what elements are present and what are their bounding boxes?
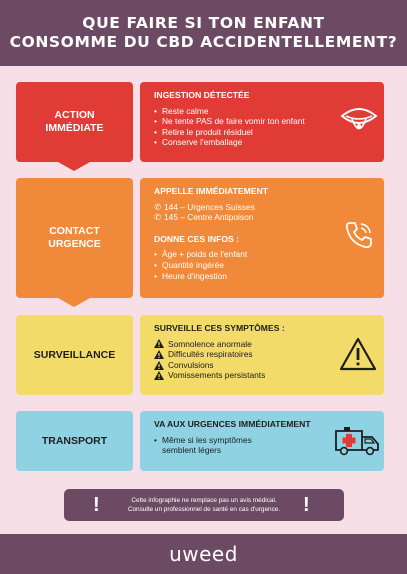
list-item: • Conserve l'emballage (154, 137, 374, 148)
section-surveillance-label: SURVEILLANCE (16, 315, 133, 395)
disclaimer-line1: Cette infographie ne remplace pas un avis médical. (131, 497, 277, 504)
section-subtitle: DONNE CES INFOS : (154, 233, 239, 244)
phone-item (154, 212, 374, 223)
phone-small-icon: ✆ (154, 212, 162, 223)
page-title-line2: CONSOMME DU CBD ACCIDENTELLEMENT? (9, 33, 398, 51)
section-transport-label: TRANSPORT (16, 411, 133, 471)
symptom-text: Somnolence anormale (168, 338, 252, 349)
symptom-text: Convulsions (168, 359, 214, 370)
list-item: • Heure d'ingestion (154, 271, 374, 282)
phone-item (154, 202, 374, 213)
section-title: VA AUX URGENCES IMMÉDIATEMENT (154, 419, 311, 429)
label-line: URGENCE (48, 238, 101, 250)
list-item: • Ne tente PAS de faire vomir ton enfant (154, 116, 374, 127)
brand-logo[interactable]: uweed (169, 542, 238, 566)
ambulance-icon (334, 425, 380, 457)
arrow-down (58, 298, 90, 307)
page-header (0, 0, 407, 66)
page-title-line1: QUE FAIRE SI TON ENFANT (82, 14, 325, 32)
phone-small-icon: ✆ (154, 201, 162, 212)
label-line: CONTACT (49, 225, 100, 237)
disclaimer-line2: Consulte un professionnel de santé en cas d'urgence. (127, 506, 281, 513)
symptom-item (154, 370, 374, 381)
section-surveillance (16, 315, 384, 395)
mouth-tongue-icon (340, 104, 378, 138)
section-action (16, 82, 384, 162)
section-contact (16, 178, 384, 298)
label-line: IMMÉDIATE (45, 122, 104, 134)
warning-small-icon (154, 371, 164, 380)
section-title: INGESTION DÉTECTÉE (154, 90, 250, 100)
warning-icon (339, 337, 377, 371)
symptom-text: Vomissements persistants (168, 370, 266, 381)
exclamation-icon: ! (93, 494, 100, 516)
transport-list (154, 435, 284, 456)
info-list (154, 249, 374, 281)
phone-number: 144 – Urgences Suisses (164, 201, 255, 212)
phone-list (154, 202, 374, 223)
warning-small-icon (154, 350, 164, 359)
section-title: SURVEILLE CES SYMPTÔMES : (154, 323, 285, 333)
exclamation-icon: ! (303, 494, 310, 516)
arrow-down (58, 162, 90, 171)
symptom-text: Difficultés respiratoires (168, 349, 253, 360)
list-item: • Reste calme (154, 106, 374, 117)
list-item: • Retire le produit résiduel (154, 127, 374, 138)
section-title: APPELLE IMMÉDIATEMENT (154, 186, 268, 196)
disclaimer-box (64, 489, 344, 521)
phone-number: 145 – Centre Antipoison (164, 212, 254, 223)
list-item: • Âge + poids de l'enfant (154, 249, 374, 260)
warning-small-icon (154, 361, 164, 370)
list-item: • Quantité ingérée (154, 260, 374, 271)
section-action-label (16, 82, 133, 162)
warning-small-icon (154, 339, 164, 348)
footer-bar (0, 534, 407, 574)
phone-icon (344, 220, 374, 250)
label-line: ACTION (54, 109, 95, 121)
section-contact-label (16, 178, 133, 298)
section-transport (16, 411, 384, 471)
list-item: • Même si les symptômes semblent légers (154, 435, 284, 456)
